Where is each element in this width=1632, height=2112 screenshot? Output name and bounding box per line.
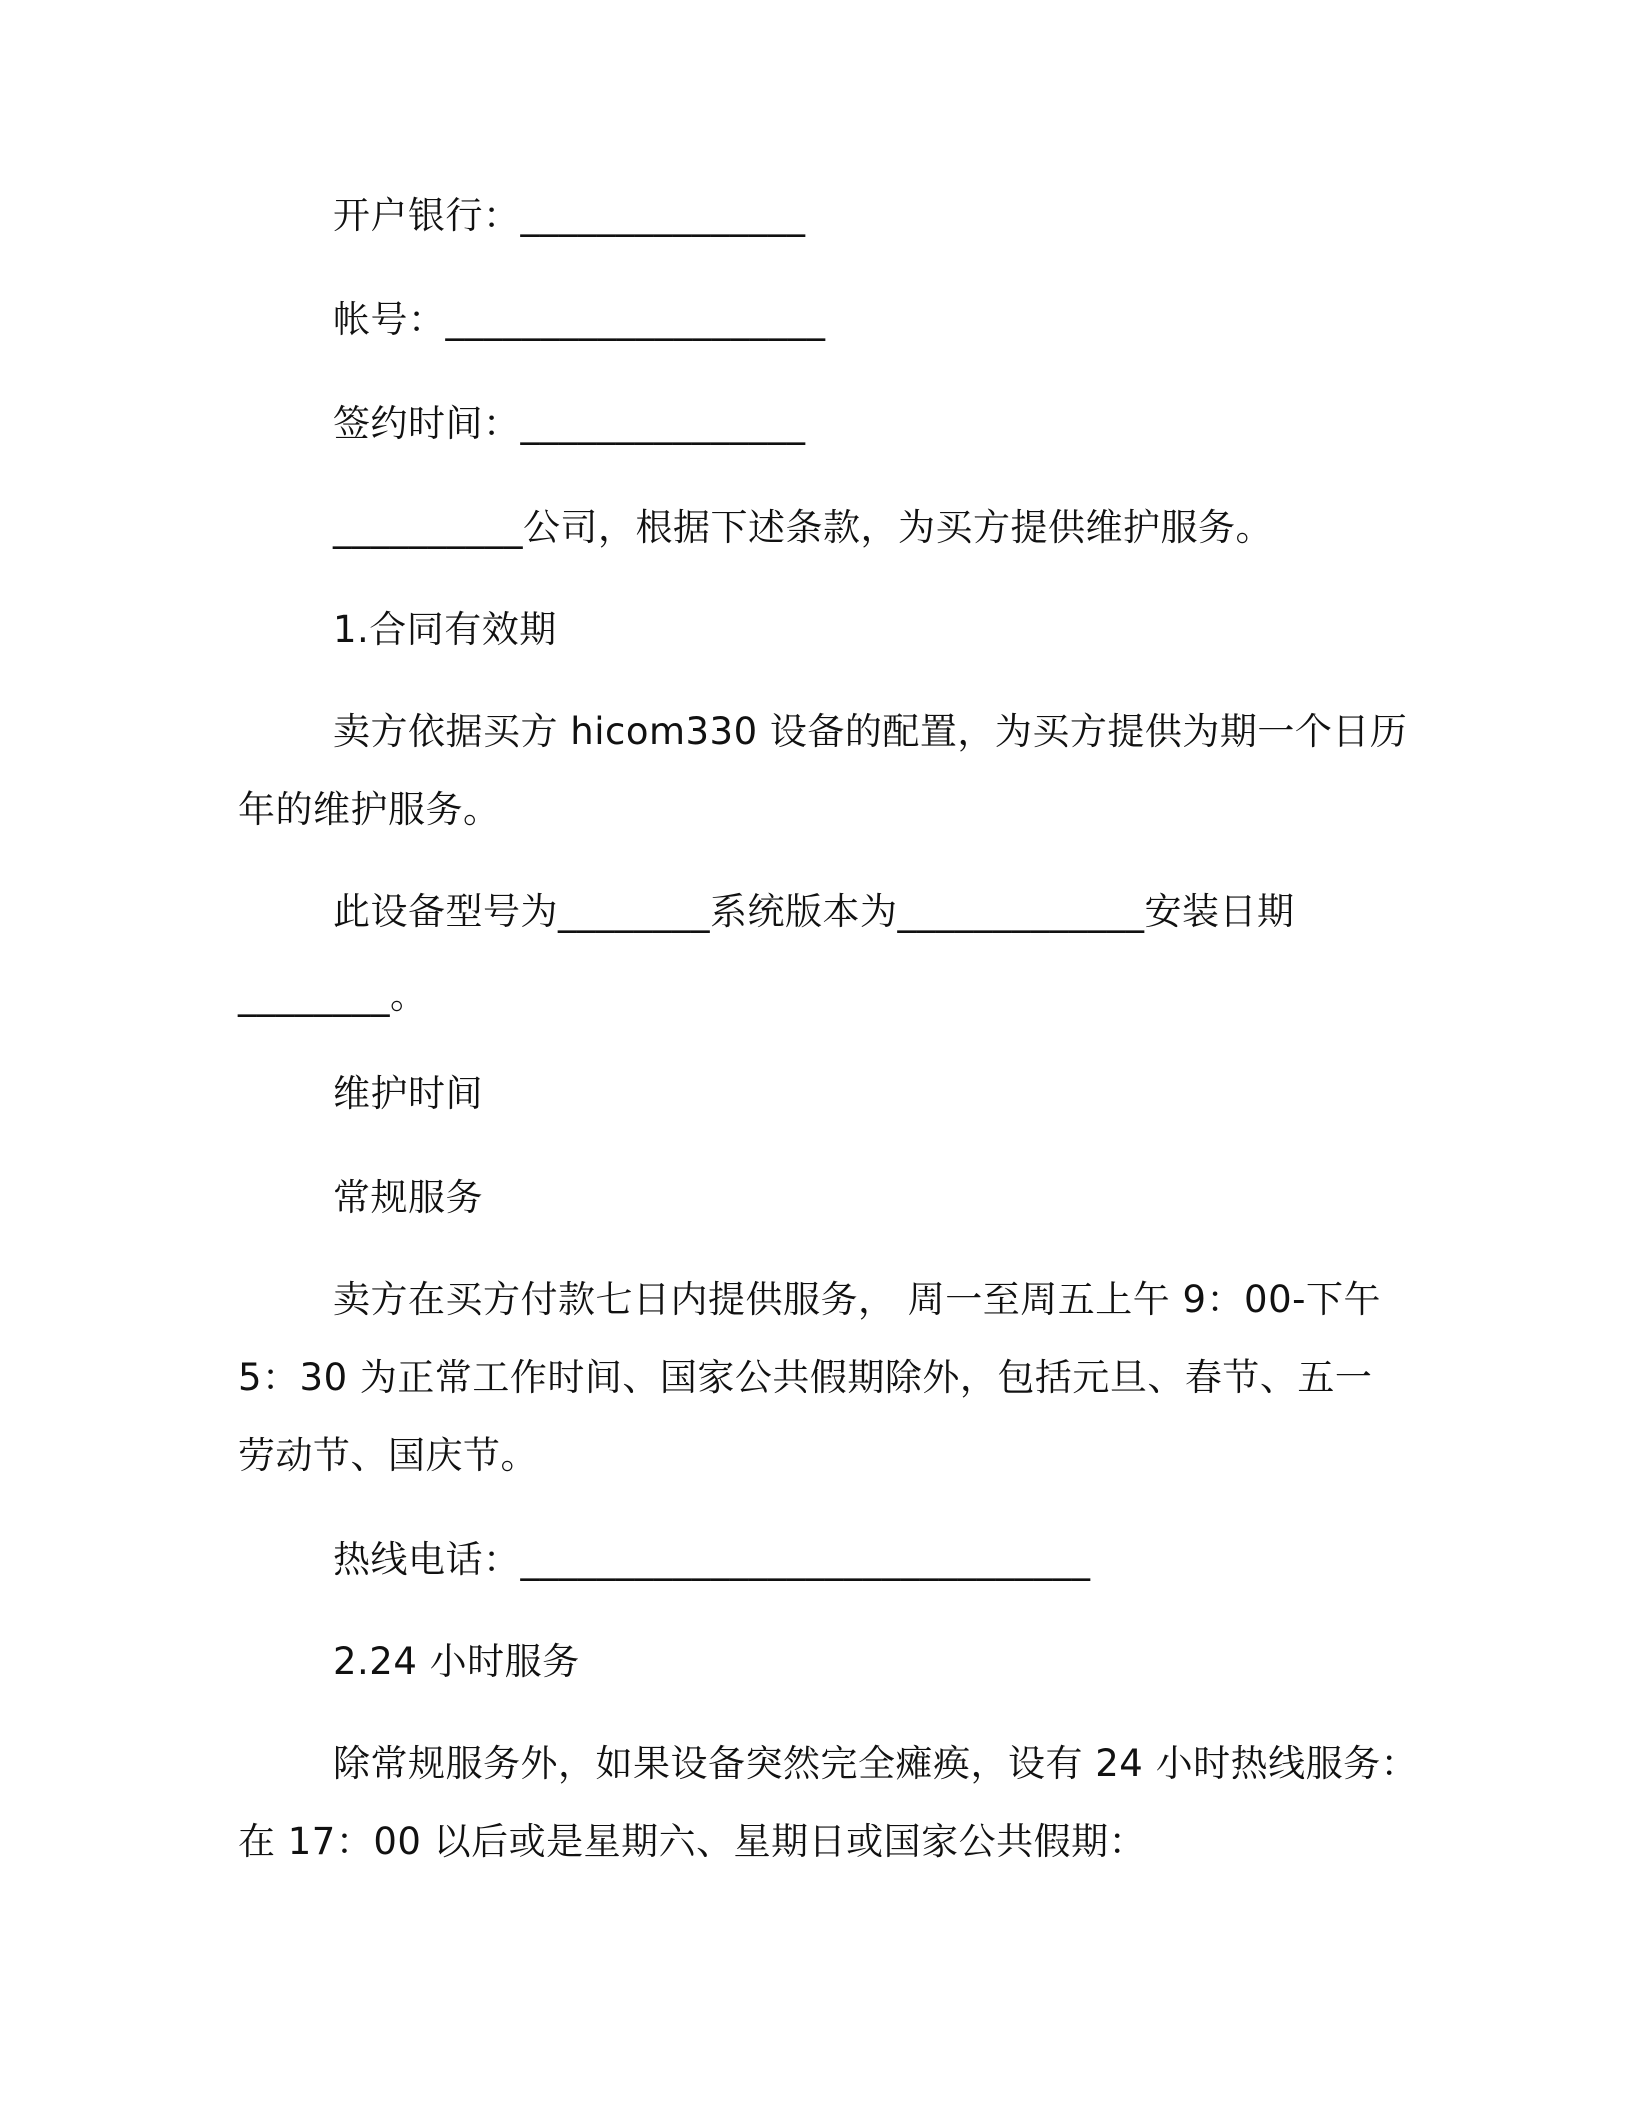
account-field: 帐号：____________________ <box>333 298 826 341</box>
section-heading-24h-service: 2.24 小时服务 <box>333 1640 580 1683</box>
paragraph-line: 劳动节、国庆节。 <box>238 1434 538 1477</box>
paragraph-line: 卖方依据买方 hicom330 设备的配置，为买方提供为期一个日历 <box>333 710 1408 753</box>
paragraph-line: 在 17：00 以后或是星期六、星期日或国家公共假期： <box>238 1820 1147 1863</box>
section-heading-regular-service: 常规服务 <box>333 1176 483 1219</box>
signing-time-field: 签约时间：_______________ <box>333 402 806 445</box>
paragraph-line: 卖方在买方付款七日内提供服务， 周一至周五上午 9：00-下午 <box>333 1278 1381 1321</box>
hotline-field: 热线电话：______________________________ <box>333 1538 1091 1581</box>
paragraph-line: 此设备型号为________系统版本为_____________安装日期 <box>333 890 1295 933</box>
paragraph-line: ________。 <box>238 974 428 1017</box>
section-heading-validity: 1.合同有效期 <box>333 608 557 651</box>
section-heading-maintenance-time: 维护时间 <box>333 1072 483 1115</box>
paragraph-line: 5：30 为正常工作时间、国家公共假期除外，包括元旦、春节、五一 <box>238 1356 1373 1399</box>
bank-field: 开户银行：_______________ <box>333 194 806 237</box>
paragraph-line: 年的维护服务。 <box>238 788 501 831</box>
paragraph-line: 除常规服务外，如果设备突然完全瘫痪，设有 24 小时热线服务： <box>333 1742 1419 1785</box>
company-intro: __________公司，根据下述条款，为买方提供维护服务。 <box>333 506 1273 549</box>
